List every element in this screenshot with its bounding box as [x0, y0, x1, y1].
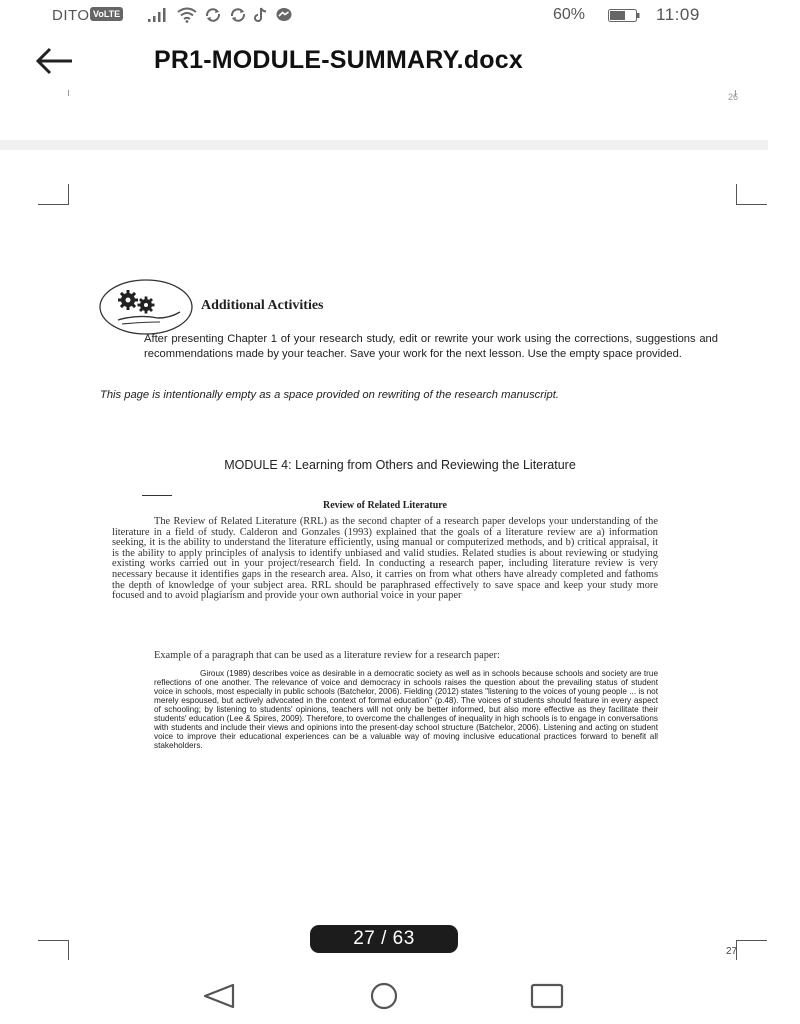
crop-mark [736, 184, 767, 205]
intentionally-empty-note: This page is intentionally empty as a space provided on rewriting of the research manuscript. [100, 389, 559, 401]
nav-recents-button[interactable] [529, 982, 565, 1015]
app-bar [0, 32, 768, 90]
tiktok-icon [254, 7, 268, 23]
rrl-paragraph: The Review of Related Literature (RRL) as the second chapter of a research paper develops your understanding of the literature in a field of study. Calderon and Gonzales (1993) explained that the goals of a literature review are a) information seeking, it is the ability to understand the literature efficiently, using manual or computerized methods, and b) critical appraisal, it is the ability to apply principles of analysis to identify unbiased and valid studies. Related studies is about reviewing or studying existing works carried out in your project/research field. In conducting a research paper, including literature review is very necessary because it identifies gaps in the research area. Also, it carries on from what others have already completed and fathoms the depth of knowledge of your subject area. RRL should be paraphrased effectively to save space and keep your study more focused and to avoid plagiarism and provide your own authorial voice in your paper [112, 516, 658, 602]
example-quote: Giroux (1989) describes voice as desirable in a democratic society as well as in schools because schools and society are true reflections of one another. The relevance of voice and democracy in schools raises the question about the prevailing status of student voice in schools, most especially in public schools (Batchelor, 2006). Fielding (2012) states "listening to the voices of young people ... is not merely espoused, but actively advocated in the context of formal education" (p.48). The voices of students should feature in every aspect of schooling; by listening to students' opinions, teachers will not only be better informed, but also more effective as they facilitate their students' education (Lee & Spires, 2009). Therefore, to overcome the challenges of inequality in high schools is to engage in conversations with students and include their views and opinions into the present-day school structure (Batchelor, 2006). Listening and acting on student voice to improve their educational experiences can be a valuable way of moving inclusive educational practices forward to benefit all stakeholders. [154, 669, 658, 750]
previous-page [0, 90, 768, 140]
nav-back-button[interactable] [201, 982, 237, 1015]
sync-icon [229, 7, 247, 23]
messenger-icon [275, 7, 293, 23]
additional-activities-heading: Additional Activities [201, 298, 324, 313]
additional-activities-text: After presenting Chapter 1 of your research study, edit or rewrite your work using the corrections, suggestions and recommendations made by your teacher. Save your work for the next lesson. Use the empty space provided. [144, 333, 718, 360]
page-indicator: 27 / 63 [310, 925, 458, 953]
crop-mark [38, 184, 69, 205]
clock: 11:09 [656, 5, 700, 24]
arrow-left-icon [32, 44, 76, 78]
page-number: 27 [726, 946, 738, 957]
gears-hand-icon [98, 278, 194, 336]
example-intro: Example of a paragraph that can be used as a literature review for a research paper: [154, 650, 500, 661]
nav-home-button[interactable] [366, 982, 402, 1015]
module-title: MODULE 4: Learning from Others and Reviewing the Literature [224, 458, 576, 472]
navigation-bar [0, 960, 768, 1024]
status-bar [0, 0, 768, 32]
nav-recents-icon [529, 982, 565, 1010]
nav-back-icon [201, 982, 237, 1010]
document-page [0, 150, 768, 957]
nav-home-icon [366, 982, 402, 1010]
rrl-heading: Review of Related Literature [323, 500, 447, 511]
crop-mark [38, 940, 69, 961]
system-icons [148, 5, 293, 25]
battery-percent: 60% [553, 6, 586, 23]
carrier-name: DITO [52, 7, 90, 24]
back-button[interactable] [32, 44, 76, 78]
signal-icon [148, 7, 170, 23]
wifi-icon [177, 7, 197, 23]
crop-mark [68, 90, 69, 96]
battery-icon [608, 9, 640, 22]
previous-page-number: 26 [728, 92, 739, 102]
document-title: PR1-MODULE-SUMMARY.docx [154, 46, 523, 74]
sync-icon [204, 7, 222, 23]
volte-badge: VoLTE [90, 7, 123, 21]
crop-mark [736, 940, 767, 961]
divider [142, 495, 172, 496]
document-viewer[interactable] [0, 90, 768, 957]
